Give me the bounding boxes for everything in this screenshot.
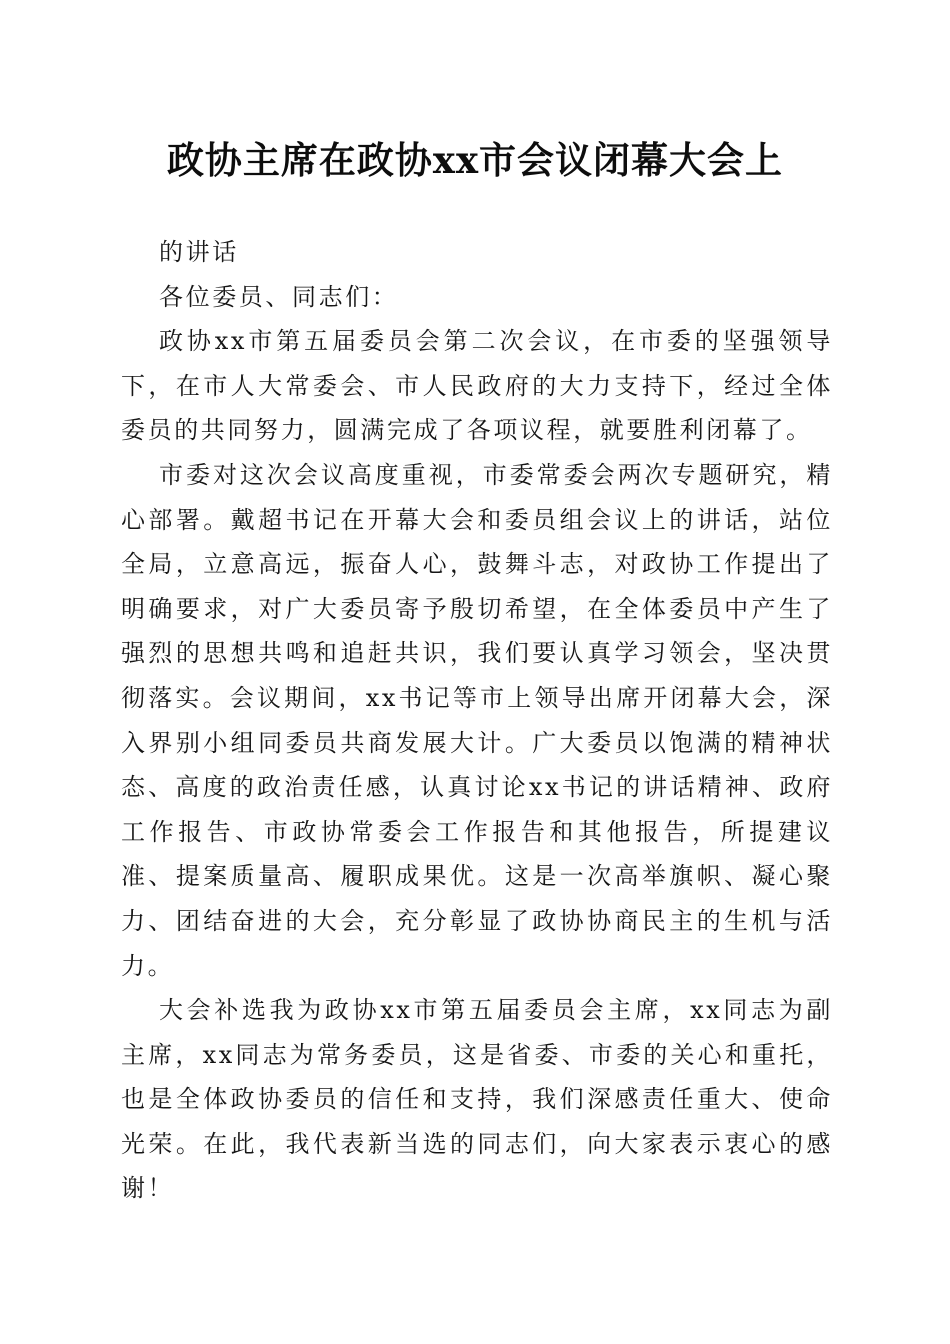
document-body (121, 230, 833, 1211)
paragraph-thanks: 大会补选我为政协xx市第五届委员会主席，xx同志为副主席，xx同志为常务委员，这是省委、市委的关心和重托，也是全体政协委员的信任和支持，我们深感责任重大、使命光荣。在此，我代表新当选的同志们，向大家表示衷心的感谢！ (121, 996, 833, 1203)
document-title: 政协主席在政协xx市会议闭幕大会上 (166, 138, 784, 182)
paragraph-meeting-review: 市委对这次会议高度重视，市委常委会两次专题研究，精心部署。戴超书记在开幕大会和委员组会议上的讲话，站位全局，立意高远，振奋人心，鼓舞斗志，对政协工作提出了明确要求，对广大委员寄予殷切希望，在全体委员中产生了强烈的思想共鸣和追赶共识，我们要认真学习领会，坚决贯彻落实。会议期间，xx书记等市上领导出席开闭幕大会，深入界别小组同委员共商发展大计。广大委员以饱满的精神状态、高度的政治责任感，认真讨论xx书记的讲话精神、政府工作报告、市政协常委会工作报告和其他报告，所提建议准、提案质量高、履职成果优。这是一次高举旗帜、凝心聚力、团结奋进的大会，充分彰显了政协协商民主的生机与活力。 (121, 460, 833, 980)
paragraph-salutation: 各位委员、同志们： (159, 282, 399, 311)
paragraph-subtitle: 的讲话 (159, 238, 239, 266)
paragraph-opening: 政协xx市第五届委员会第二次会议，在市委的坚强领导下，在市人大常委会、市人民政府的大力支持下，经过全体委员的共同努力，圆满完成了各项议程，就要胜利闭幕了。 (121, 327, 833, 445)
